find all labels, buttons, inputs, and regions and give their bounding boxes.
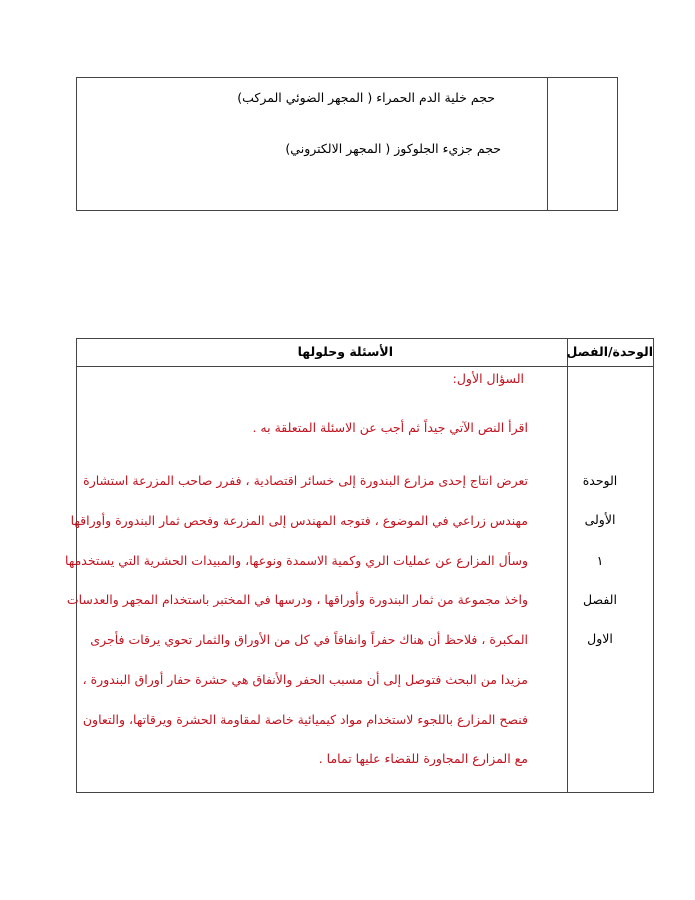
question-instruction: اقرأ النص الآتي جيداً ثم أجب عن الاسئلة المتعلقة به . (252, 420, 528, 435)
header-unit-chapter: الوحدة/الفصل (566, 344, 653, 359)
unit-number-word: الأولى (584, 512, 616, 527)
top-table-line-1: حجم خلية الدم الحمراء ( المجهر الضوئي المركب) (237, 90, 495, 105)
top-table-column-divider (547, 78, 548, 210)
passage-line: وسأل المزارع عن عمليات الري وكمية الاسمدة ونوعها، والمبيدات الحشرية التي يستخدمها (65, 553, 528, 568)
unit-digit: ١ (596, 553, 604, 568)
passage-line: واخذ مجموعة من ثمار البندورة وأوراقها ، ودرسها في المختبر باستخدام المجهر والعدسات (66, 592, 528, 607)
passage-line: تعرض انتاج إحدى مزارع البندورة إلى خسائر اقتصادية ، ففرر صاحب المزرعة استشارة (83, 473, 528, 488)
main-table-column-divider (567, 339, 568, 792)
chapter-number-word: الاول (587, 631, 613, 646)
question-title: السؤال الأول: (452, 371, 524, 386)
main-table-header-divider (77, 366, 653, 367)
passage-line: مع المزارع المجاورة للقضاء عليها تماما . (318, 751, 528, 766)
unit-word: الوحدة (582, 473, 618, 488)
passage-line: مهندس زراعي في الموضوع ، فتوجه المهندس إلى المزرعة وفحص ثمار البندورة وأوراقها (70, 513, 528, 528)
passage-line: مزيدا من البحث فتوصل إلى أن مسبب الحفر والأنفاق هي حشرة حفار أوراق البندورة ، (82, 672, 528, 687)
header-questions-answers: الأسئلة وحلولها (297, 344, 393, 359)
passage-line: المكبرة ، فلاحظ أن هناك حفراً وانفاقاً في كل من الأوراق والثمار تحوي يرقات فأجرى (90, 632, 528, 647)
passage-line: فنصح المزارع باللجوء لاستخدام مواد كيميائية خاصة لمقاومة الحشرة ويرقاتها، والتعاون (82, 712, 528, 727)
top-table-line-2: حجم جزيء الجلوكوز ( المجهر الالكتروني) (285, 141, 501, 156)
chapter-word: الفصل (583, 592, 617, 607)
